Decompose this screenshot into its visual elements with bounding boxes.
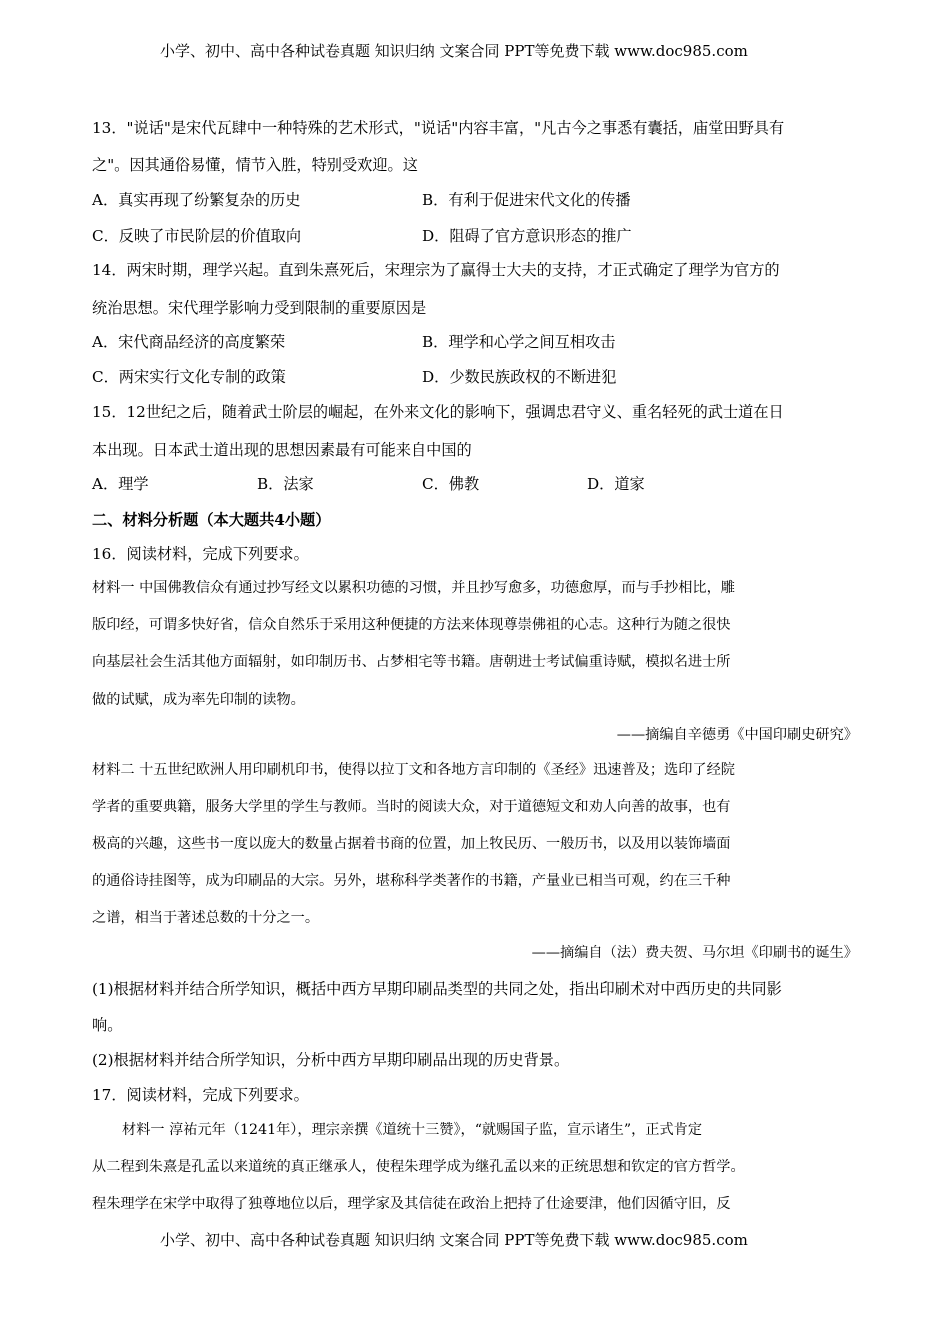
q16-material2-line1: 材料二 十五世纪欧洲人用印刷机印书，使得以拉丁文和各地方言印制的《圣经》迅速普及；选印了经院 — [92, 762, 735, 778]
q13-option-d: D．阻碍了官方意识形态的推广 — [422, 227, 632, 245]
q16-material2-source: ——摘编自（法）费夫贺、马尔坦《印刷书的诞生》 — [531, 945, 858, 961]
q15-option-b: B．法家 — [257, 475, 314, 493]
q14-stem-line1: 14．两宋时期，理学兴起。直到朱熹死后，宋理宗为了赢得士大夫的支持，才正式确定了理学为官方的 — [92, 261, 780, 279]
q13-option-c: C．反映了市民阶层的价值取向 — [92, 227, 302, 245]
q15-option-d: D．道家 — [587, 475, 645, 493]
q15-stem-line2: 本出现。日本武士道出现的思想因素最有可能来自中国的 — [92, 441, 472, 459]
q17-intro: 17．阅读材料，完成下列要求。 — [92, 1086, 309, 1104]
q14-option-d: D．少数民族政权的不断进犯 — [422, 368, 617, 386]
section-heading: 二、材料分析题（本大题共4小题） — [92, 511, 331, 529]
q16-material2-line5: 之谱，相当于著述总数的十分之一。 — [92, 910, 320, 926]
q16-material2-line4: 的通俗诗挂图等，成为印刷品的大宗。另外，堪称科学类著作的书籍，产量业已相当可观，约在三千种 — [92, 873, 731, 889]
q13-stem-line1: 13．"说话"是宋代瓦肆中一种特殊的艺术形式，"说话"内容丰富，"凡古今之事悉有囊括，庙堂田野具有 — [92, 119, 785, 137]
q14-option-c: C．两宋实行文化专制的政策 — [92, 368, 286, 386]
q17-material1-line3: 程朱理学在宋学中取得了独尊地位以后，理学家及其信徒在政治上把持了仕途要津，他们因循守旧，反 — [92, 1196, 731, 1212]
page-footer: 小学、初中、高中各种试卷真题 知识归纳 文案合同 PPT等免费下载 www.doc985.com — [160, 1231, 748, 1249]
q16-material1-line2: 版印经，可谓多快好省，信众自然乐于采用这种便捷的方法来体现尊崇佛祖的心志。这种行为随之很快 — [92, 617, 731, 633]
q16-material1-line3: 向基层社会生活其他方面辐射，如印制历书、占梦相宅等书籍。唐朝进士考试偏重诗赋，模拟名进士所 — [92, 654, 731, 670]
q13-option-a: A．真实再现了纷繁复杂的历史 — [92, 191, 301, 209]
q16-part2: (2)根据材料并结合所学知识，分析中西方早期印刷品出现的历史背景。 — [92, 1051, 570, 1069]
q17-material1-line2: 从二程到朱熹是孔孟以来道统的真正继承人，使程朱理学成为继孔孟以来的正统思想和钦定的官方哲学。 — [92, 1159, 745, 1175]
q16-material2-line3: 极高的兴趣，这些书一度以庞大的数量占据着书商的位置，加上牧民历、一般历书，以及用以装饰墙面 — [92, 836, 731, 852]
q16-intro: 16．阅读材料，完成下列要求。 — [92, 545, 309, 563]
q16-material1-line4: 做的试赋，成为率先印制的读物。 — [92, 692, 305, 708]
q16-material1-line1: 材料一 中国佛教信众有通过抄写经文以累积功德的习惯，并且抄写愈多，功德愈厚，而与手抄相比，雕 — [92, 580, 735, 596]
q16-material2-line2: 学者的重要典籍，服务大学里的学生与教师。当时的阅读大众，对于道德短文和劝人向善的故事，也有 — [92, 799, 731, 815]
page-header: 小学、初中、高中各种试卷真题 知识归纳 文案合同 PPT等免费下载 www.doc985.com — [160, 42, 748, 60]
q14-stem-line2: 统治思想。宋代理学影响力受到限制的重要原因是 — [92, 299, 427, 317]
q13-option-b: B．有利于促进宋代文化的传播 — [422, 191, 631, 209]
q13-stem-line2: 之"。因其通俗易懂，情节入胜，特别受欢迎。这 — [92, 156, 418, 174]
q15-option-a: A．理学 — [92, 475, 149, 493]
q14-option-b: B．理学和心学之间互相攻击 — [422, 333, 616, 351]
q14-option-a: A．宋代商品经济的高度繁荣 — [92, 333, 286, 351]
q16-part1-line1: (1)根据材料并结合所学知识，概括中西方早期印刷品类型的共同之处，指出印刷术对中西历史的共同影 — [92, 980, 782, 998]
q17-material1-line1: 材料一 淳祐元年（1241年），理宗亲撰《道统十三赞》，“就赐国子监，宣示诸生”，正式肯定 — [122, 1122, 703, 1138]
q16-material1-source: ——摘编自辛德勇《中国印刷史研究》 — [616, 727, 858, 743]
q15-stem-line1: 15．12世纪之后，随着武士阶层的崛起，在外来文化的影响下，强调忠君守义、重名轻死的武士道在日 — [92, 403, 784, 421]
q16-part1-line2: 响。 — [92, 1016, 123, 1034]
q15-option-c: C．佛教 — [422, 475, 480, 493]
